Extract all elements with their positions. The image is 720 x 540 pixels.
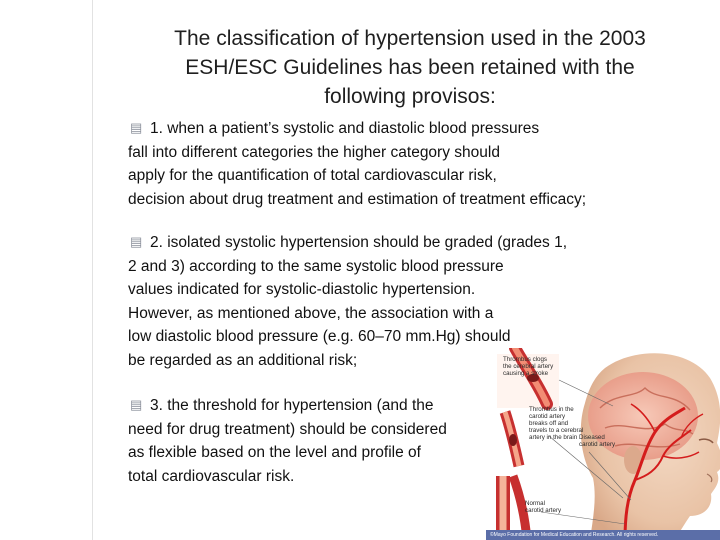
- callout-normal-carotid: Normal carotid artery: [525, 500, 562, 514]
- bullet-item-1: [128, 116, 688, 211]
- bullet-line: ▤ 1. when a patient’s systolic and diastolic blood pressures: [128, 116, 688, 141]
- bullet-item-3: [128, 393, 508, 488]
- bullet-line: fall into different categories the higher category should: [128, 143, 500, 161]
- bullet-line: ▤ 2. isolated systolic hypertension should be graded (grades 1,: [128, 230, 688, 255]
- callout-thrombus-stroke: Thrombus clogs the cerebral artery causing a stroke: [503, 356, 554, 377]
- callout-thrombus-carotid: Thrombus in the carotid artery breaks off and travels to a cerebral artery in the brain: [529, 406, 584, 441]
- slide-title: [130, 24, 690, 111]
- title-line: ESH/ESC Guidelines has been retained with the: [185, 56, 635, 79]
- bullet-line: as flexible based on the level and profile of: [128, 444, 421, 461]
- bullet-line: be regarded as an additional risk;: [128, 351, 358, 369]
- bullet-line: need for drug treatment) should be considered: [128, 420, 447, 438]
- bullet-line: values indicated for systolic-diastolic hypertension.: [128, 281, 476, 298]
- book-bullet-icon: ▤: [130, 397, 143, 412]
- bullet-line: apply for the quantification of total cardiovascular risk,: [128, 167, 497, 184]
- bullet-line: 2 and 3) according to the same systolic blood pressure: [128, 257, 504, 275]
- bullet-line: decision about drug treatment and estimation of treatment efficacy;: [128, 190, 587, 208]
- bullet-line: low diastolic blood pressure (e.g. 60–70 mm.Hg) should: [128, 328, 511, 345]
- slide-left-rule: [92, 0, 93, 540]
- bullet-line: total cardiovascular risk.: [128, 467, 295, 485]
- bullet-line: ▤ 3. the threshold for hypertension (and the: [128, 393, 508, 418]
- title-line: The classification of hypertension used in the 2003: [174, 27, 646, 50]
- title-line: following provisos:: [324, 85, 496, 108]
- bullet-line: However, as mentioned above, the association with a: [128, 304, 494, 322]
- illustration-credit: ©Mayo Foundation for Medical Education and Research. All rights reserved.: [486, 530, 720, 540]
- book-bullet-icon: ▤: [130, 120, 143, 135]
- callout-diseased-carotid: Diseased carotid artery: [579, 434, 616, 448]
- stroke-illustration: [485, 348, 720, 540]
- book-bullet-icon: ▤: [130, 234, 143, 249]
